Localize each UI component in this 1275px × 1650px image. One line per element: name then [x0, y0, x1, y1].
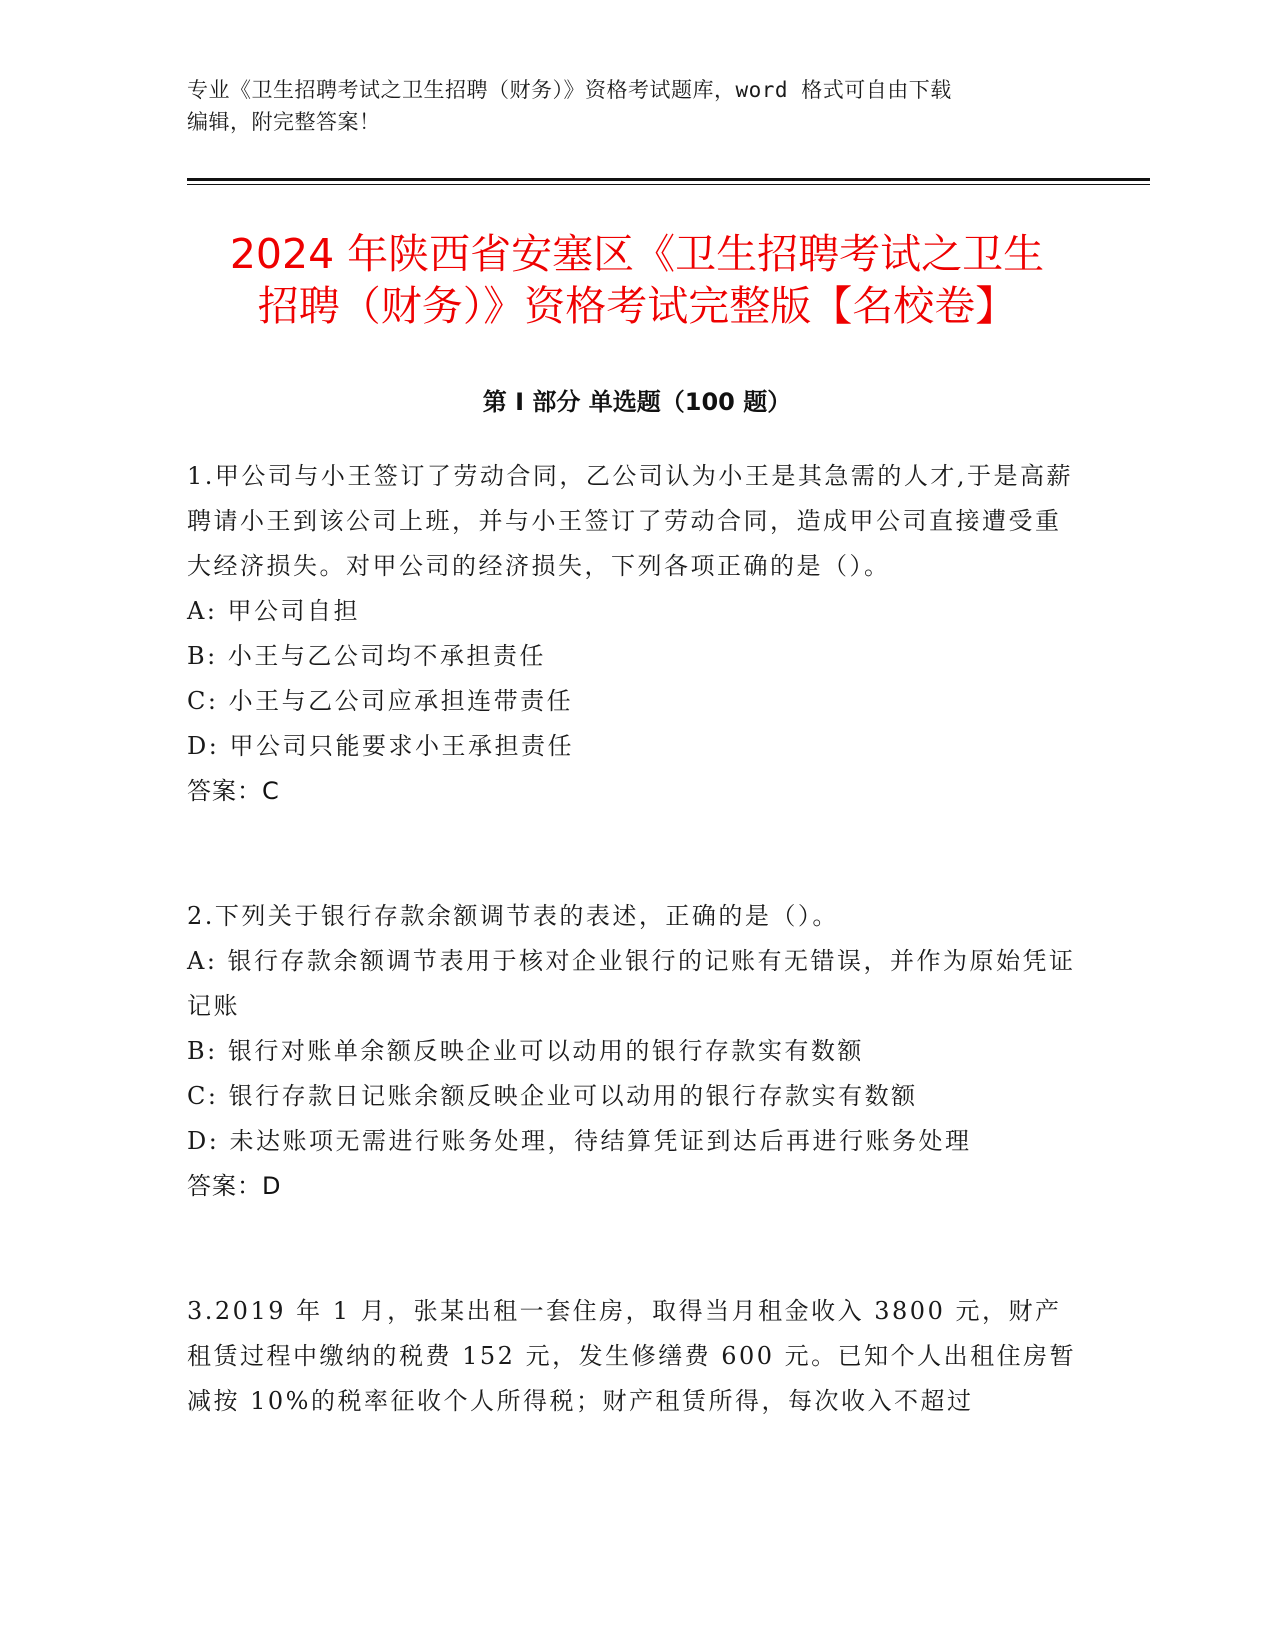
- question-text: 2.下列关于银行存款余额调节表的表述，正确的是（）。: [187, 902, 839, 930]
- question-3: [187, 1289, 1087, 1424]
- option-c: C: 小王与乙公司应承担连带责任: [187, 687, 574, 715]
- question-text: 3.2019 年 1 月，张某出租一套住房，取得当月租金收入 3800 元，财产租赁过程中缴纳的税费 152 元，发生修缮费 600 元。已知个人出租住房暂减按 10%的税率征收个人所得税；财产租赁所得，每次收入不超过: [187, 1297, 1077, 1415]
- document-title-line-1: 2024 年陕西省安塞区《卫生招聘考试之卫生: [229, 230, 1045, 278]
- question-2: [187, 894, 1087, 1209]
- document-title: [187, 228, 1087, 332]
- section-title: 第 I 部分 单选题（100 题）: [482, 388, 792, 416]
- option-d: D: 甲公司只能要求小王承担责任: [187, 732, 574, 760]
- option-b: B: 小王与乙公司均不承担责任: [187, 642, 546, 670]
- question-1: [187, 454, 1087, 814]
- header-note-line-2: 编辑，附完整答案！: [187, 110, 381, 134]
- header-note: [187, 74, 1087, 138]
- answer: 答案：C: [187, 777, 280, 805]
- option-b: B: 银行对账单余额反映企业可以动用的银行存款实有数额: [187, 1037, 864, 1065]
- option-a: A: 银行存款余额调节表用于核对企业银行的记账有无错误，并作为原始凭证记账: [187, 947, 1076, 1020]
- header-divider-thin: [187, 184, 1150, 185]
- option-a: A: 甲公司自担: [187, 597, 361, 625]
- document-title-line-2: 招聘（财务）》资格考试完整版【名校卷】: [257, 282, 1017, 330]
- question-text: 1.甲公司与小王签订了劳动合同，乙公司认为小王是其急需的人才,于是高薪聘请小王到该公司上班，并与小王签订了劳动合同，造成甲公司直接遭受重大经济损失。对甲公司的经济损失，下列各项正确的是（）。: [187, 462, 1074, 580]
- header-divider-thick: [187, 178, 1150, 181]
- answer: 答案：D: [187, 1172, 282, 1200]
- option-d: D: 未达账项无需进行账务处理，待结算凭证到达后再进行账务处理: [187, 1127, 972, 1155]
- option-c: C: 银行存款日记账余额反映企业可以动用的银行存款实有数额: [187, 1082, 918, 1110]
- header-note-line-1: 专业《卫生招聘考试之卫生招聘（财务）》资格考试题库，word 格式可自由下载: [187, 78, 952, 102]
